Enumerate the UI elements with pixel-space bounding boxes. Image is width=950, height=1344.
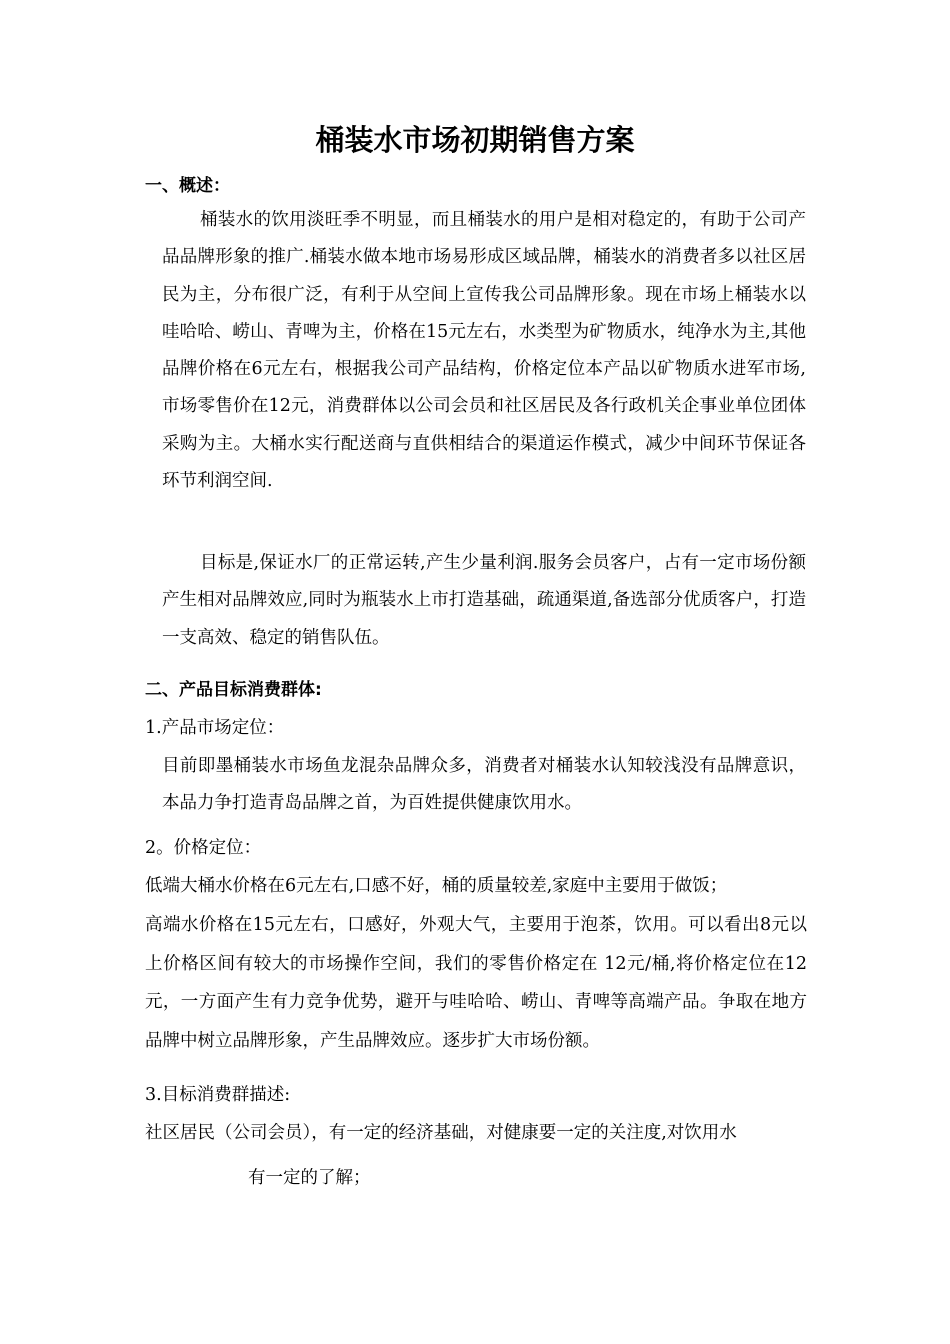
subsection-price-positioning: 2。价格定位： [145, 838, 262, 858]
subsection-market-positioning: 1.产品市场定位： [145, 718, 285, 738]
subsection-target-description: 3.目标消费群描述: [145, 1085, 291, 1105]
section-heading-overview: 一、概述： [145, 176, 230, 196]
market-positioning-text: 目前即墨桶装水市场鱼龙混杂品牌众多，消费者对桶装水认知较浅没有品牌意识，本品力争打造青岛品牌之首，为百姓提供健康饮用水。 [162, 756, 806, 814]
overview-paragraph-2: 目标是,保证水厂的正常运转,产生少量利润.服务会员客户，占有一定市场份额产生相对品牌效应,同时为瓶装水上市打造基础，疏通渠道,备选部分优质客户，打造一支高效、稳定的销售队伍。 [162, 553, 806, 648]
high-end-price-paragraph: 高端水价格在15元左右，口感好，外观大气，主要用于泡茶，饮用。可以看出8元以上价格区间有较大的市场操作空间，我们的零售价格定在 12元/桶,将价格定位在12元，一方面产生有力竞争优势，避开与哇哈哈、崂山、青啤等高端产品。争取在地方品牌中树立品牌形象，产生品牌效应。逐步扩大市场份额。 [145, 915, 807, 1051]
low-end-price-line: 低端大桶水价格在6元左右,口感不好，桶的质量较差,家庭中主要用于做饭； [145, 876, 728, 896]
document-title: 桶装水市场初期销售方案 [315, 123, 635, 157]
section-heading-target-group: 二、产品目标消费群体: [145, 680, 322, 700]
overview-paragraph-1: 桶装水的饮用淡旺季不明显，而且桶装水的用户是相对稳定的，有助于公司产品品牌形象的推广.桶装水做本地市场易形成区域品牌，桶装水的消费者多以社区居民为主，分布很广泛，有利于从空间上宣传我公司品牌形象。现在市场上桶装水以哇哈哈、崂山、青啤为主，价格在15元左右，水类型为矿物质水，纯净水为主,其他品牌价格在6元左右，根据我公司产品结构，价格定位本产品以矿物质水进军市场,市场零售价在12元，消费群体以公司会员和社区居民及各行政机关企事业单位团体采购为主。大桶水实行配送商与直供相结合的渠道运作模式，减少中间环节保证各环节利润空间. [162, 210, 806, 492]
target-description-line-1: 社区居民（公司会员），有一定的经济基础，对健康要一定的关注度,对饮用水 [145, 1123, 737, 1143]
target-description-line-2: 有一定的了解； [248, 1168, 371, 1188]
